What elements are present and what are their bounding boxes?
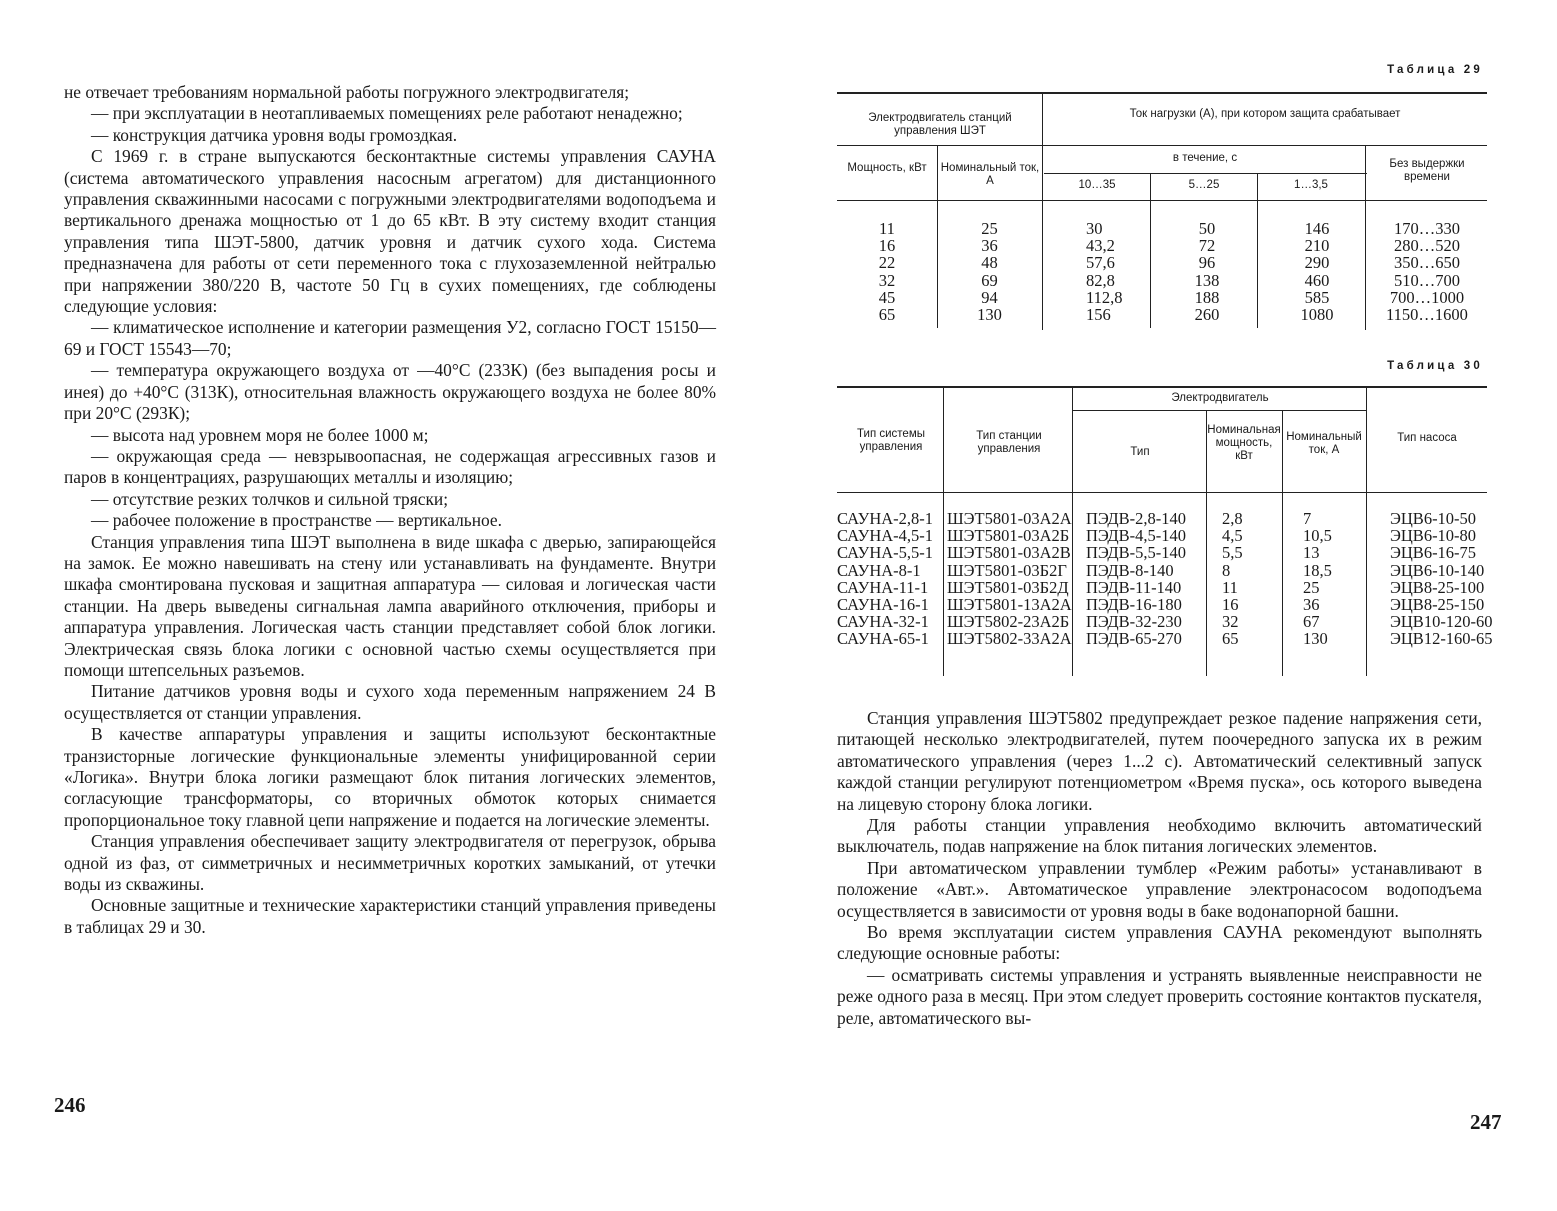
page-number: 247: [1470, 1110, 1502, 1134]
table-cell: ШЭТ5802-23А2Б: [947, 612, 1070, 632]
table-cell: ЭЦВ6-10-140: [1390, 560, 1485, 580]
table-cell: 16: [878, 236, 896, 256]
table-cell: 82,8: [1086, 270, 1115, 290]
table-cell: 280…520: [1394, 236, 1460, 256]
table-cell: 45: [878, 287, 896, 307]
paragraph: С 1969 г. в стране выпускаются бесконтактные системы управления САУНА (система автоматического управления насосным агрегатом) для дистанционного управления скважинными насосами с погружными электродвигателями водоподъема и вертикального дренажа мощностью от 1 до 65 кВт. В эту систему входит станция управления типа ШЭТ-5800, датчик уровня и датчик сухого хода. Система предназначена для работы от сети переменного тока с глухозаземленной нейтралью при напряжении 380/220 В, частоте 50 Гц в сухих помещениях, где соблюдены следующие условия:: [64, 146, 716, 317]
page-number: 246: [54, 1093, 86, 1117]
table-cell: ЭЦВ8-25-100: [1390, 577, 1485, 597]
table-cell: 96: [1198, 253, 1216, 273]
table-cell: ПЭДВ-4,5-140: [1086, 526, 1187, 546]
column-motor-type: [1086, 510, 1204, 648]
table-cell: 112,8: [1086, 287, 1123, 307]
table-cell: ПЭДВ-32-230: [1086, 612, 1182, 632]
table-cell: 57,6: [1086, 253, 1115, 273]
table-cell: ПЭДВ-8-140: [1086, 560, 1174, 580]
table-cell: ШЭТ5801-03Б2Г: [947, 560, 1067, 580]
paragraph: — окружающая среда — невзрывоопасная, не содержащая агрессивных газов и паров в концентрациях, разрушающих металлы и изоляцию;: [64, 445, 716, 488]
header-no-delay: Без выдержки времени: [1389, 158, 1465, 183]
table-cell: САУНА-2,8-1: [837, 509, 934, 528]
table-cell: САУНА-16-1: [837, 595, 929, 615]
table-cell: 170…330: [1394, 219, 1460, 238]
table-cell: 1150…1600: [1386, 305, 1468, 325]
table-cell: ПЭДВ-2,8-140: [1086, 509, 1187, 528]
paragraph: Во время эксплуатации систем управления САУНА рекомендуют выполнять следующие основные работы:: [837, 922, 1482, 964]
column-range-3: [1282, 220, 1352, 323]
header-system: Тип системы управления: [857, 428, 925, 453]
table-cell: 65: [878, 305, 896, 325]
paragraph: При автоматическом управлении тумблер «Режим работы» устанавливают в положение «Авт.». Автоматическое управление электронасосом водоподъема осуществляется в зависимости от уровня воды в баке водонапорной башни.: [837, 857, 1482, 921]
header-current: Ток нагрузки (А), при котором защита срабатывает: [1129, 108, 1401, 120]
table-30: [837, 386, 1493, 676]
column-nominal: [967, 220, 1012, 323]
right-text-column: [837, 708, 1482, 1029]
paragraph: Для работы станции управления необходимо включить автоматический выключатель, подав напряжение на блок питания логических элементов.: [837, 815, 1482, 857]
paragraph: Станция управления ШЭТ5802 предупреждает резкое падение напряжения сети, питающей несколько электродвигателей, путем поочередного запуска их в режим автоматического управления (через 1...2 с). Автоматический селективный запуск каждой станции регулируют потенциометром «Время пуска», ось которого выведена на лицевую сторону блока логики.: [837, 708, 1482, 814]
table-cell: ШЭТ5801-03А2В: [947, 543, 1071, 563]
table-cell: 130: [1303, 629, 1328, 649]
table-cell: ШЭТ5801-03А2А: [947, 509, 1072, 528]
table-cell: САУНА-65-1: [837, 629, 929, 649]
table-cell: 50: [1198, 219, 1216, 238]
header-pump: Тип насоса: [1397, 432, 1457, 444]
paragraph: Станция управления типа ШЭТ выполнена в виде шкафа с дверью, запирающейся на замок. Ее можно навешивать на стену или устанавливать на фундаменте. Внутри шкафа смонтирована пусковая и защитная аппаратура — силовая и логическая части станции. На дверь выведены сигнальная лампа аварийного отключения, приборы и аппаратура управления. Логическая часть станции представляет собой блок логики. Электрическая связь блока логики с основной частью схемы осуществляется при помощи штепсельных разъемов.: [64, 531, 716, 680]
column-current: [1303, 510, 1363, 648]
table-cell: ПЭДВ-65-270: [1086, 629, 1182, 649]
table-cell: 700…1000: [1389, 287, 1465, 307]
header-power: Мощность, кВт: [847, 162, 927, 174]
paragraph: В качестве аппаратуры управления и защиты используют бесконтактные транзисторные логические функциональные элементы унифицированной серии «Логика». Внутри блока логики размещают блок питания логических элементов, согласующие трансформаторы, со вторичных обмоток которых снимается пропорциональное току главной цепи напряжение и подается на логические элементы.: [64, 724, 716, 830]
table-cell: 130: [977, 305, 1002, 325]
table-cell: 5,5: [1222, 543, 1243, 563]
paragraph: — при эксплуатации в неотапливаемых помещениях реле работают ненадежно;: [91, 103, 683, 124]
table-caption: Таблица 29: [1387, 64, 1483, 76]
table-cell: САУНА-32-1: [837, 612, 929, 632]
table-cell: ПЭДВ-11-140: [1086, 577, 1182, 597]
table-cell: 18,5: [1303, 560, 1332, 580]
paragraph: Станция управления обеспечивает защиту электродвигателя от перегрузок, обрыва одной из фаз, от симметричных и несимметричных коротких замыканий, от утечки воды из скважины.: [64, 831, 716, 895]
table-cell: 146: [1304, 219, 1330, 238]
column-no-delay: [1377, 220, 1477, 323]
column-station: [947, 510, 1071, 648]
paragraph: Питание датчиков уровня воды и сухого хода переменным напряжением 24 В осуществляется от станции управления.: [64, 681, 716, 723]
column-system: [837, 510, 943, 648]
column-range-2: [1172, 220, 1242, 323]
table-cell: ШЭТ5801-13А2А: [947, 595, 1072, 615]
column-power: [1222, 510, 1277, 648]
table-cell: 460: [1304, 270, 1330, 290]
table-cell: САУНА-11-1: [837, 577, 929, 597]
table-cell: 94: [981, 287, 998, 307]
table-cell: 16: [1222, 595, 1239, 615]
table-cell: 585: [1304, 287, 1330, 307]
header-current: Номинальный ток, А: [1286, 431, 1362, 456]
right-page: [780, 0, 1557, 1211]
table-cell: 1080: [1300, 305, 1334, 325]
paragraph: не отвечает требованиям нормальной работы погружного электродвигателя;: [64, 82, 630, 102]
header-motor: Электродвигатель станций управления ШЭТ: [868, 112, 1012, 137]
table-cell: 25: [981, 219, 998, 238]
table-caption: Таблица 30: [1387, 360, 1483, 372]
table-cell: 36: [1303, 595, 1320, 615]
table-cell: ШЭТ5801-03А2Б: [947, 526, 1070, 546]
header-motor: Электродвигатель: [1171, 392, 1269, 404]
table-cell: ПЭДВ-5,5-140: [1086, 543, 1187, 563]
header-power: Номинальная мощность, кВт: [1207, 424, 1281, 462]
table-cell: 69: [981, 270, 998, 290]
table-cell: 25: [1303, 577, 1320, 597]
table-cell: 65: [1222, 629, 1239, 649]
table-cell: 260: [1194, 305, 1220, 325]
table-cell: ЭЦВ8-25-150: [1390, 595, 1485, 615]
paragraph: — температура окружающего воздуха от —40°С (233К) (без выпадения росы и инея) до +40°С (313К), относительная влажность окружающего воздуха не более 80% при 20°С (293К);: [64, 360, 716, 424]
table-29: [837, 90, 1487, 330]
paragraph: — климатическое исполнение и категории размещения У2, согласно ГОСТ 15150—69 и ГОСТ 15543—70;: [64, 317, 716, 359]
table-cell: ЭЦВ10-120-60: [1390, 612, 1493, 632]
paragraph: — отсутствие резких толчков и сильной тряски;: [91, 488, 449, 509]
table-cell: 67: [1303, 612, 1320, 632]
table-cell: 13: [1303, 543, 1320, 563]
table-cell: 72: [1198, 236, 1216, 256]
table-cell: 350…650: [1394, 253, 1460, 273]
table-cell: ЭЦВ12-160-65: [1390, 629, 1493, 649]
table-cell: 11: [1222, 577, 1238, 597]
header-station: Тип станции управления: [976, 430, 1042, 455]
header-during: в течение, с: [1172, 152, 1238, 164]
paragraph: — рабочее положение в пространстве — вертикальное.: [91, 510, 502, 531]
table-cell: 32: [1222, 612, 1239, 632]
paragraph: — осматривать системы управления и устранять выявленные неисправности не реже одного раза в месяц. При этом следует проверить состояние контактов пускателя, реле, автоматического вы-: [837, 964, 1483, 1028]
table-cell: 510…700: [1394, 270, 1460, 290]
header-type: Тип: [1130, 446, 1150, 458]
column-range-1: [1086, 220, 1146, 323]
table-cell: 11: [879, 219, 895, 238]
table-cell: 188: [1194, 287, 1220, 307]
table-cell: ЭЦВ6-16-75: [1390, 543, 1477, 563]
column-pump: [1390, 509, 1493, 649]
table-cell: ЭЦВ6-10-50: [1390, 509, 1477, 528]
header-range-1: 10…35: [1078, 179, 1116, 191]
table-cell: 210: [1304, 236, 1330, 256]
left-text-column: [64, 82, 716, 938]
column-power: [867, 220, 907, 323]
table-cell: 30: [1086, 219, 1103, 238]
table-cell: 48: [981, 253, 998, 273]
header-nominal: Номинальный ток, А: [940, 162, 1040, 187]
table-cell: 4,5: [1222, 526, 1243, 546]
table-cell: САУНА-5,5-1: [837, 543, 934, 563]
paragraph: Основные защитные и технические характеристики станций управления приведены в таблицах 29 и 30.: [64, 895, 716, 937]
table-cell: ПЭДВ-16-180: [1086, 595, 1182, 615]
table-cell: 2,8: [1222, 509, 1243, 528]
header-range-2: 5…25: [1188, 179, 1220, 191]
table-cell: 10,5: [1303, 526, 1332, 546]
table-cell: ШЭТ5801-03Б2Д: [947, 577, 1069, 597]
table-cell: 290: [1304, 253, 1330, 273]
table-cell: ШЭТ5802-33А2А: [947, 629, 1072, 649]
table-cell: 43,2: [1086, 236, 1115, 256]
table-cell: ЭЦВ6-10-80: [1390, 526, 1477, 546]
table-cell: 156: [1086, 305, 1111, 325]
table-cell: 8: [1222, 560, 1231, 580]
table-cell: САУНА-4,5-1: [837, 526, 934, 546]
paragraph: — высота над уровнем моря не более 1000 м;: [91, 424, 429, 445]
table-cell: 36: [981, 236, 998, 256]
table-cell: САУНА-8-1: [837, 560, 921, 580]
table-cell: 22: [878, 253, 896, 273]
header-range-3: 1…3,5: [1294, 179, 1328, 191]
table-cell: 7: [1303, 509, 1312, 528]
paragraph: — конструкция датчика уровня воды громоздкая.: [91, 124, 458, 145]
table-cell: 32: [878, 270, 896, 290]
table-cell: 138: [1194, 270, 1220, 290]
